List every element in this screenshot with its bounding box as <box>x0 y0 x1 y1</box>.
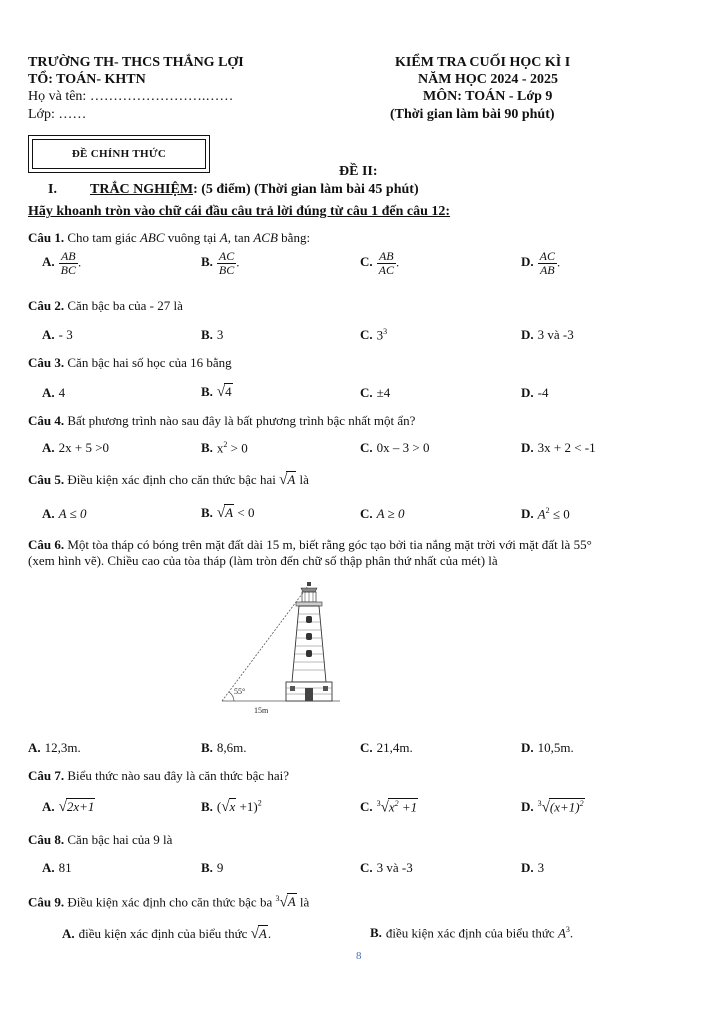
angle-label: 55° <box>234 687 246 696</box>
window <box>306 633 312 640</box>
q5-option-d[interactable]: D. $A^2 \le 0$ <box>521 506 570 522</box>
q3-option-a[interactable]: A. 4 <box>42 385 66 400</box>
window <box>306 616 312 623</box>
question-6-line-2: (xem hình vẽ). Chiều cao của tòa tháp (làm tròn đến chữ số thập phân thứ nhất của mét) là <box>28 553 498 568</box>
shadow-length-label: 15m <box>254 706 269 715</box>
question-9: Câu 9. Điều kiện xác định cho căn thức bậc ba $^3$√A là <box>28 894 310 911</box>
q7-option-b[interactable]: B. $(√x +1)^2$ <box>201 798 262 815</box>
exam-code: ĐỀ II: <box>339 164 378 179</box>
q1-option-c[interactable]: C. $\frac{AB}{AC}$ . <box>360 249 400 277</box>
q5-option-b[interactable]: B. √A < 0 <box>201 505 255 521</box>
section-heading <box>90 181 419 198</box>
question-7: Câu 7. Biểu thức nào sau đây là căn thức bậc hai? <box>28 768 290 783</box>
section-number: I. <box>48 182 57 197</box>
question-text: , tan <box>227 230 254 245</box>
exam-duration: (Thời gian làm bài 90 phút) <box>390 107 555 122</box>
q5-option-a[interactable]: A. A ≤ 0 <box>42 506 87 521</box>
question-text: vuông tại <box>164 230 220 245</box>
q8-option-d[interactable]: D. 3 <box>521 860 545 875</box>
question-text: bằng: <box>277 230 311 245</box>
question-6: Câu 6. Một tòa tháp có bóng trên mặt đất dài 15 m, biết rằng góc tạo bởi tia nắng mặt trời với mặt đất là 55° <box>28 537 592 552</box>
q2-option-b[interactable]: B. 3 <box>201 327 224 342</box>
q9-option-a[interactable]: A. điều kiện xác định của biểu thức √A. <box>62 926 272 942</box>
q7-option-a[interactable]: A. √2x+1 <box>42 799 95 815</box>
q3-option-c[interactable]: C. ±4 <box>360 385 391 400</box>
question-label: Câu 1. <box>28 230 65 245</box>
q6-option-d[interactable]: D. 10,5m. <box>521 740 574 755</box>
q3-option-d[interactable]: D. -4 <box>521 385 549 400</box>
question-text: Cho tam giác <box>64 230 140 245</box>
q4-option-b[interactable]: B. $x^2 > 0$ <box>201 440 248 456</box>
q2-option-a[interactable]: A. - 3 <box>42 327 73 342</box>
subject: MÔN: TOÁN - Lớp 9 <box>423 89 553 104</box>
question-5: Câu 5. Điều kiện xác định cho căn thức bậc hai √A là <box>28 472 309 488</box>
q6-option-b[interactable]: B. 8,6m. <box>201 740 247 755</box>
q7-option-d[interactable]: D. $^3√(x+1)^2$ <box>521 799 584 816</box>
school-year: NĂM HỌC 2024 - 2025 <box>418 72 558 87</box>
q4-option-d[interactable]: D. 3x + 2 < -1 <box>521 440 596 455</box>
q4-option-a[interactable]: A. 2x + 5 >0 <box>42 440 110 455</box>
window <box>306 650 312 657</box>
q8-option-c[interactable]: C. 3 và -3 <box>360 860 413 875</box>
q1-option-a[interactable]: A. $\frac{AB}{BC}$ . <box>42 249 82 277</box>
door <box>305 688 313 701</box>
official-exam-label: ĐỀ CHÍNH THỨC <box>32 139 206 169</box>
q8-option-b[interactable]: B. 9 <box>201 860 224 875</box>
q4-option-c[interactable]: C. 0x – 3 > 0 <box>360 440 430 455</box>
q1-option-b[interactable]: B. $\frac{AC}{BC}$ . <box>201 249 240 277</box>
section-detail: : (5 điểm) (Thời gian làm bài 45 phút) <box>193 182 419 197</box>
math-var: ACB <box>253 230 278 245</box>
question-4: Câu 4. Bất phương trình nào sau đây là bất phương trình bậc nhất một ẩn? <box>28 413 416 428</box>
school-name: TRƯỜNG TH- THCS THẮNG LỢI <box>28 55 244 70</box>
q2-option-c[interactable]: C. $3^3$ <box>360 327 388 343</box>
q1-option-d[interactable]: D. $\frac{AC}{AB}$ . <box>521 249 561 277</box>
question-8: Câu 8. Căn bậc hai của 9 là <box>28 832 173 847</box>
student-name-line: Họ và tên: …………………….…… <box>28 89 234 104</box>
page-number: 8 <box>356 950 362 962</box>
q5-option-c[interactable]: C. A ≥ 0 <box>360 506 405 521</box>
lighthouse-figure <box>210 578 360 718</box>
instruction: Hãy khoanh tròn vào chữ cái đầu câu trả lời đúng từ câu 1 đến câu 12: <box>28 204 451 219</box>
exam-title: KIỂM TRA CUỐI HỌC KÌ I <box>395 55 571 70</box>
gallery-deck <box>296 602 322 606</box>
question-3: Câu 3. Căn bậc hai số học của 16 bằng <box>28 355 232 370</box>
department: TỔ: TOÁN- KHTN <box>28 72 146 87</box>
lighthouse-top <box>307 582 311 586</box>
q3-option-b[interactable]: B. √4 <box>201 384 232 400</box>
section-title: TRẮC NGHIỆM <box>90 182 194 197</box>
math-var: ABC <box>139 230 165 245</box>
q6-option-c[interactable]: C. 21,4m. <box>360 740 413 755</box>
official-exam-box <box>28 135 210 173</box>
q6-option-a[interactable]: A. 12,3m. <box>28 740 81 755</box>
class-line: Lớp: …… <box>28 107 87 122</box>
q8-option-a[interactable]: A. 81 <box>42 860 72 875</box>
q2-option-d[interactable]: D. 3 và -3 <box>521 327 574 342</box>
math-var: A <box>219 230 228 245</box>
q9-option-b[interactable]: B. điều kiện xác định của biểu thức $A^3$. <box>370 925 574 941</box>
q7-option-c[interactable]: C. $^3√x^2 +1$ <box>360 799 418 816</box>
question-2: Câu 2. Căn bậc ba của - 27 là <box>28 298 183 313</box>
question-1 <box>28 230 310 246</box>
